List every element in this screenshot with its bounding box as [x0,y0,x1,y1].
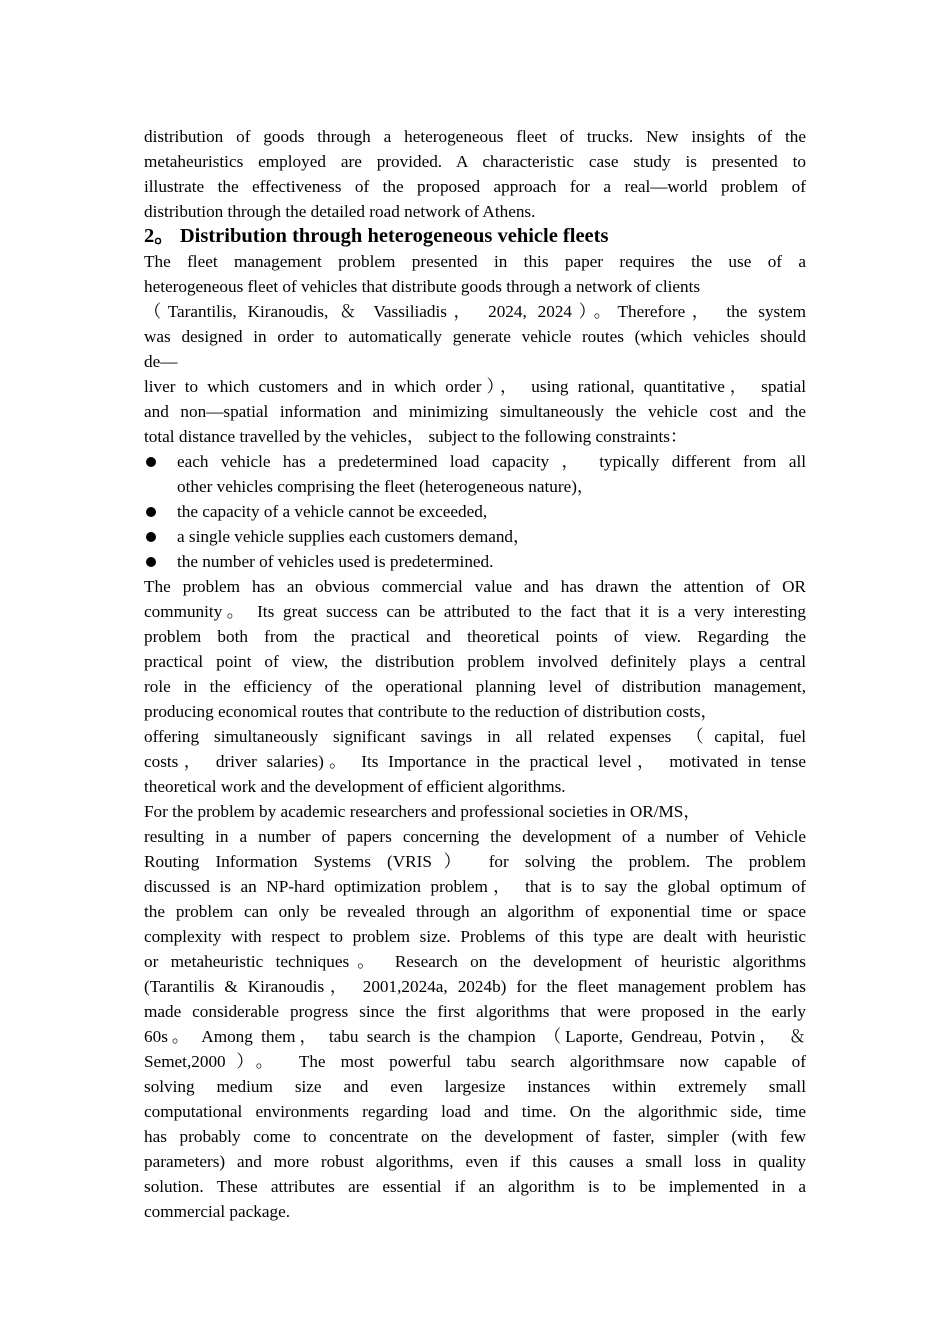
paragraph-line: de— [144,352,178,371]
constraint-item [144,524,806,549]
paragraph-line: role in the efficiency of the operational planning level of distribution management, [144,677,806,696]
paragraph-line: costs， driver salaries)。 Its Importance in the practical level， motivated in tense [144,752,806,771]
section-paragraph-2 [144,574,806,799]
constraint-line: other vehicles comprising the fleet (heterogeneous nature)， [177,477,595,496]
section-paragraph-3 [144,799,806,1224]
intro-line: distribution through the detailed road network of Athens. [144,202,536,221]
constraints-list [144,449,806,574]
constraint-item [144,549,806,574]
section-heading: 2。 Distribution through heterogeneous vehicle fleets [144,225,609,247]
paragraph-line: Routing Information Systems (VRIS） for solving the problem. The problem [144,852,806,871]
document-page [144,124,806,1224]
paragraph-line: practical point of view, the distribution problem involved definitely plays a central [144,652,806,671]
paragraph-line: discussed is an NP-hard optimization problem， that is to say the global optimum of [144,877,806,896]
paragraph-line: computational environments regarding load and time. On the algorithmic side, time [144,1102,806,1121]
paragraph-line: For the problem by academic researchers and professional societies in OR/MS， [144,802,701,821]
paragraph-line: community。 Its great success can be attributed to the fact that it is a very interesting [144,602,806,621]
paragraph-line: complexity with respect to problem size. Problems of this type are dealt with heuristic [144,927,806,946]
paragraph-line: theoretical work and the development of efficient algorithms. [144,777,566,796]
paragraph-line: parameters) and more robust algorithms, even if this causes a small loss in quality [144,1152,806,1171]
paragraph-line: the problem can only be revealed through an algorithm of exponential time or space [144,902,806,921]
paragraph-line: The problem has an obvious commercial value and has drawn the attention of OR [144,577,806,596]
paragraph-line: heterogeneous fleet of vehicles that distribute goods through a network of clients [144,277,701,296]
paragraph-line: Semet,2000）。 The most powerful tabu search algorithmsare now capable of [144,1052,806,1071]
section-paragraph-1 [144,249,806,449]
paragraph-line: total distance travelled by the vehicles， subject to the following constraints： [144,427,688,446]
intro-line: metaheuristics employed are provided. A characteristic case study is presented to [144,152,806,171]
intro-line: distribution of goods through a heterogeneous fleet of trucks. New insights of the [144,127,806,146]
bullet-icon [146,557,156,567]
constraint-item [144,449,806,499]
constraint-line: each vehicle has a predetermined load capacity ， typically different from all [177,452,806,471]
paragraph-line: solution. These attributes are essential if an algorithm is to be implemented in a [144,1177,806,1196]
paragraph-line: resulting in a number of papers concerning the development of a number of Vehicle [144,827,806,846]
paragraph-line: was designed in order to automatically generate vehicle routes (which vehicles should [144,327,806,346]
bullet-icon [146,457,156,467]
constraint-line: the number of vehicles used is predetermined. [177,552,494,571]
intro-line: illustrate the effectiveness of the proposed approach for a real—world problem of [144,177,806,196]
paragraph-line: offering simultaneously significant savings in all related expenses （capital, fuel [144,727,806,746]
constraint-item [144,499,806,524]
paragraph-line: problem both from the practical and theoretical points of view. Regarding the [144,627,806,646]
paragraph-line: The fleet management problem presented in this paper requires the use of a [144,252,806,271]
paragraph-line: made considerable progress since the first algorithms that were proposed in the early [144,1002,806,1021]
bullet-icon [146,507,156,517]
constraint-line: the capacity of a vehicle cannot be exceeded, [177,502,488,521]
bullet-icon [146,532,156,542]
paragraph-line: （Tarantilis, Kiranoudis, ＆ Vassiliadis， 2024, 2024）。Therefore， the system [144,302,806,321]
paragraph-line: commercial package. [144,1202,291,1221]
paragraph-line: liver to which customers and in which order）， using rational, quantitative， spatial [144,377,806,396]
paragraph-line: has probably come to concentrate on the development of faster, simpler (with few [144,1127,806,1146]
paragraph-line: or metaheuristic techniques。 Research on the development of heuristic algorithms [144,952,806,971]
paragraph-line: 60s。 Among them， tabu search is the champion （Laporte, Gendreau, Potvin， ＆ [144,1027,806,1046]
intro-paragraph [144,124,806,224]
constraint-line: a single vehicle supplies each customers demand， [177,527,531,546]
paragraph-line: producing economical routes that contribute to the reduction of distribution costs， [144,702,718,721]
paragraph-line: and non—spatial information and minimizing simultaneously the vehicle cost and the [144,402,806,421]
paragraph-line: (Tarantilis & Kiranoudis， 2001,2024a, 2024b) for the fleet management problem has [144,977,806,996]
paragraph-line: solving medium size and even largesize instances within extremely small [144,1077,806,1096]
